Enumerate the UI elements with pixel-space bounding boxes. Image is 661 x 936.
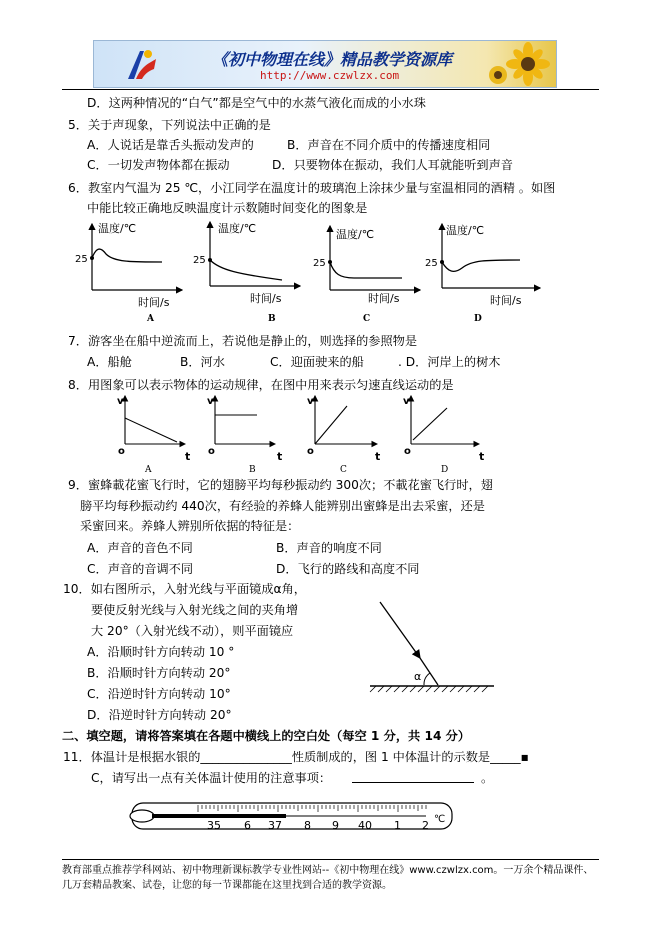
header-title: 《初中物理在线》精品教学资源库 bbox=[212, 50, 453, 69]
footer-line-1: 教育部重点推荐学科网站、初中物理新课标教学专业性网站--《初中物理在线》www.czwlzx.com。一万余个精品课件、 bbox=[62, 865, 594, 876]
q8-b-v: v bbox=[207, 396, 214, 407]
q11-line2-end: 。 bbox=[481, 771, 494, 785]
thermo-label-37: 37 bbox=[268, 819, 282, 832]
q6-stem-line2: 中能比较正确地反映温度计示数随时间变化的图象是 bbox=[87, 201, 368, 215]
q9-stem-line3: 采蜜回来。养蜂人辨别所依据的特征是： bbox=[80, 519, 300, 533]
thermo-label-8: 8 bbox=[304, 819, 311, 832]
q4-option-d: D．这两种情况的“白气”都是空气中的水蒸气液化而成的小水珠 bbox=[87, 96, 426, 110]
q10-option-b: B．沿顺时针方向转动 20° bbox=[87, 666, 231, 680]
footer-text bbox=[62, 863, 593, 893]
q10-mirror-diagram bbox=[368, 588, 518, 698]
q6-a-xlabel: 时间/s bbox=[138, 296, 170, 309]
q5-stem: 5．关于声现象，下列说法中正确的是 bbox=[68, 118, 271, 132]
q6-label-d: D bbox=[474, 314, 482, 324]
q6-c-ylabel: 温度/℃ bbox=[336, 228, 375, 241]
footer-rule bbox=[62, 859, 599, 860]
q8-c-v: v bbox=[307, 396, 314, 407]
q8-graph-d bbox=[403, 396, 484, 463]
section2-title: 二、填空题，请将答案填在各题中横线上的空白处（每空 1 分，共 14 分） bbox=[62, 729, 471, 743]
q10-stem-line2: 要使反射光线与入射光线之间的夹角增 bbox=[91, 603, 299, 617]
q6-graph-d bbox=[425, 223, 540, 307]
q9-option-d: D．飞行的路线和高度不同 bbox=[276, 562, 420, 576]
q5-option-c: C．一切发声物体都在振动 bbox=[87, 158, 230, 172]
q8-label-c: C bbox=[340, 465, 347, 475]
q6-d-ylabel: 温度/℃ bbox=[446, 224, 485, 237]
q6-a-tick: 25 bbox=[75, 254, 88, 265]
q6-graph-c bbox=[313, 226, 420, 305]
q8-stem: 8．用图象可以表示物体的运动规律，在图中用来表示匀速直线运动的是 bbox=[68, 378, 454, 392]
q8-a-v: v bbox=[117, 396, 124, 407]
thermo-label-1: 1 bbox=[394, 819, 401, 832]
q6-b-tick: 25 bbox=[193, 255, 206, 266]
q11-answer-blank[interactable] bbox=[352, 782, 474, 783]
q8-label-d: D bbox=[441, 465, 449, 475]
thermo-label-35: 35 bbox=[207, 819, 221, 832]
thermo-label-6: 6 bbox=[244, 819, 251, 832]
q10-stem-line3: 大 20°（入射光线不动），则平面镜应 bbox=[91, 624, 294, 638]
q6-stem-line1: 6．教室内气温为 25 ℃，小江同学在温度计的玻璃泡上涂抹少量与室温相同的酒精 。如图 bbox=[68, 181, 556, 195]
q8-b-t: t bbox=[277, 450, 283, 463]
q8-graph-b bbox=[207, 396, 282, 463]
q5-option-a: A．人说话是靠舌头振动发声的 bbox=[87, 138, 254, 152]
q9-option-b: B．声音的响度不同 bbox=[276, 541, 382, 555]
q8-graphs bbox=[105, 392, 505, 472]
q6-graphs bbox=[70, 218, 550, 328]
header-banner bbox=[93, 40, 557, 88]
q8-d-t: t bbox=[479, 450, 485, 463]
q9-option-c: C．声音的音调不同 bbox=[87, 562, 194, 576]
site-logo-icon bbox=[120, 45, 160, 83]
q8-a-t: t bbox=[185, 450, 191, 463]
q11-line2: C，请写出一点有关体温计使用的注意事项： bbox=[91, 771, 332, 785]
thermo-label-40: 40 bbox=[358, 819, 372, 832]
q8-c-t: t bbox=[375, 450, 381, 463]
q8-c-o: o bbox=[307, 446, 314, 457]
q8-label-b: B bbox=[249, 465, 256, 475]
q6-d-xlabel: 时间/s bbox=[490, 294, 522, 307]
q8-a-o: o bbox=[118, 446, 125, 457]
q10-stem-line1: 10．如右图所示，入射光线与平面镜成α角， bbox=[63, 582, 306, 596]
q6-label-c: C bbox=[363, 314, 371, 324]
q7-option-d: . D．河岸上的树木 bbox=[398, 355, 501, 369]
q6-a-ylabel: 温度/℃ bbox=[98, 222, 137, 235]
header-url[interactable]: http://www.czwlzx.com bbox=[260, 69, 400, 82]
q7-stem: 7．游客坐在船中逆流而上，若说他是静止的，则选择的参照物是 bbox=[68, 334, 418, 348]
q7-option-c: C．迎面驶来的船 bbox=[270, 355, 364, 369]
q6-label-b: B bbox=[268, 314, 276, 324]
q7-option-a: A．船舱 bbox=[87, 355, 132, 369]
q6-graph-b bbox=[193, 221, 300, 305]
q6-c-xlabel: 时间/s bbox=[368, 292, 400, 305]
q6-c-tick: 25 bbox=[313, 258, 326, 269]
q8-graph-c bbox=[307, 396, 380, 463]
q6-d-tick: 25 bbox=[425, 258, 438, 269]
q5-option-b: B．声音在不同介质中的传播速度相同 bbox=[287, 138, 491, 152]
q10-option-a: A．沿顺时针方向转动 10 ° bbox=[87, 645, 235, 659]
thermometer-figure bbox=[126, 800, 466, 836]
q8-label-a: A bbox=[145, 465, 152, 475]
q11-line1: 11．体温计是根据水银的_______________性质制成的，图 1 中体温计的示数是_____▪ bbox=[63, 750, 529, 764]
q8-d-v: v bbox=[403, 396, 410, 407]
q8-graph-a bbox=[117, 396, 190, 463]
q6-b-ylabel: 温度/℃ bbox=[218, 222, 257, 235]
q7-option-b: B．河水 bbox=[180, 355, 225, 369]
footer-line-2: 几万套精品教案、试卷，让您的每一节课都能在这里找到合适的教学资源。 bbox=[62, 880, 392, 891]
q8-b-o: o bbox=[208, 446, 215, 457]
q8-d-o: o bbox=[404, 446, 411, 457]
header-rule bbox=[62, 89, 599, 90]
thermo-unit: ℃ bbox=[434, 814, 446, 825]
sunflower-icon bbox=[486, 41, 556, 87]
q6-label-a: A bbox=[147, 314, 154, 324]
q10-option-d: D．沿逆时针方向转动 20° bbox=[87, 708, 232, 722]
q10-alpha-label: α bbox=[414, 670, 422, 683]
q9-stem-line1: 9．蜜蜂載花蜜飞行时，它的翅膀平均每秒振动约 300次；不載花蜜飞行时，翅 bbox=[68, 478, 493, 492]
q6-b-xlabel: 时间/s bbox=[250, 292, 282, 305]
q9-option-a: A．声音的音色不同 bbox=[87, 541, 193, 555]
q9-stem-line2: 膀平均每秒振动约 440次，有经验的养蜂人能辨别出蜜蜂是出去采蜜，还是 bbox=[80, 499, 485, 513]
q6-graph-a bbox=[75, 221, 182, 309]
q10-option-c: C．沿逆时针方向转动 10° bbox=[87, 687, 231, 701]
q5-option-d: D．只要物体在振动，我们人耳就能听到声音 bbox=[272, 158, 513, 172]
thermo-label-9: 9 bbox=[332, 819, 339, 832]
thermo-label-2: 2 bbox=[422, 819, 429, 832]
